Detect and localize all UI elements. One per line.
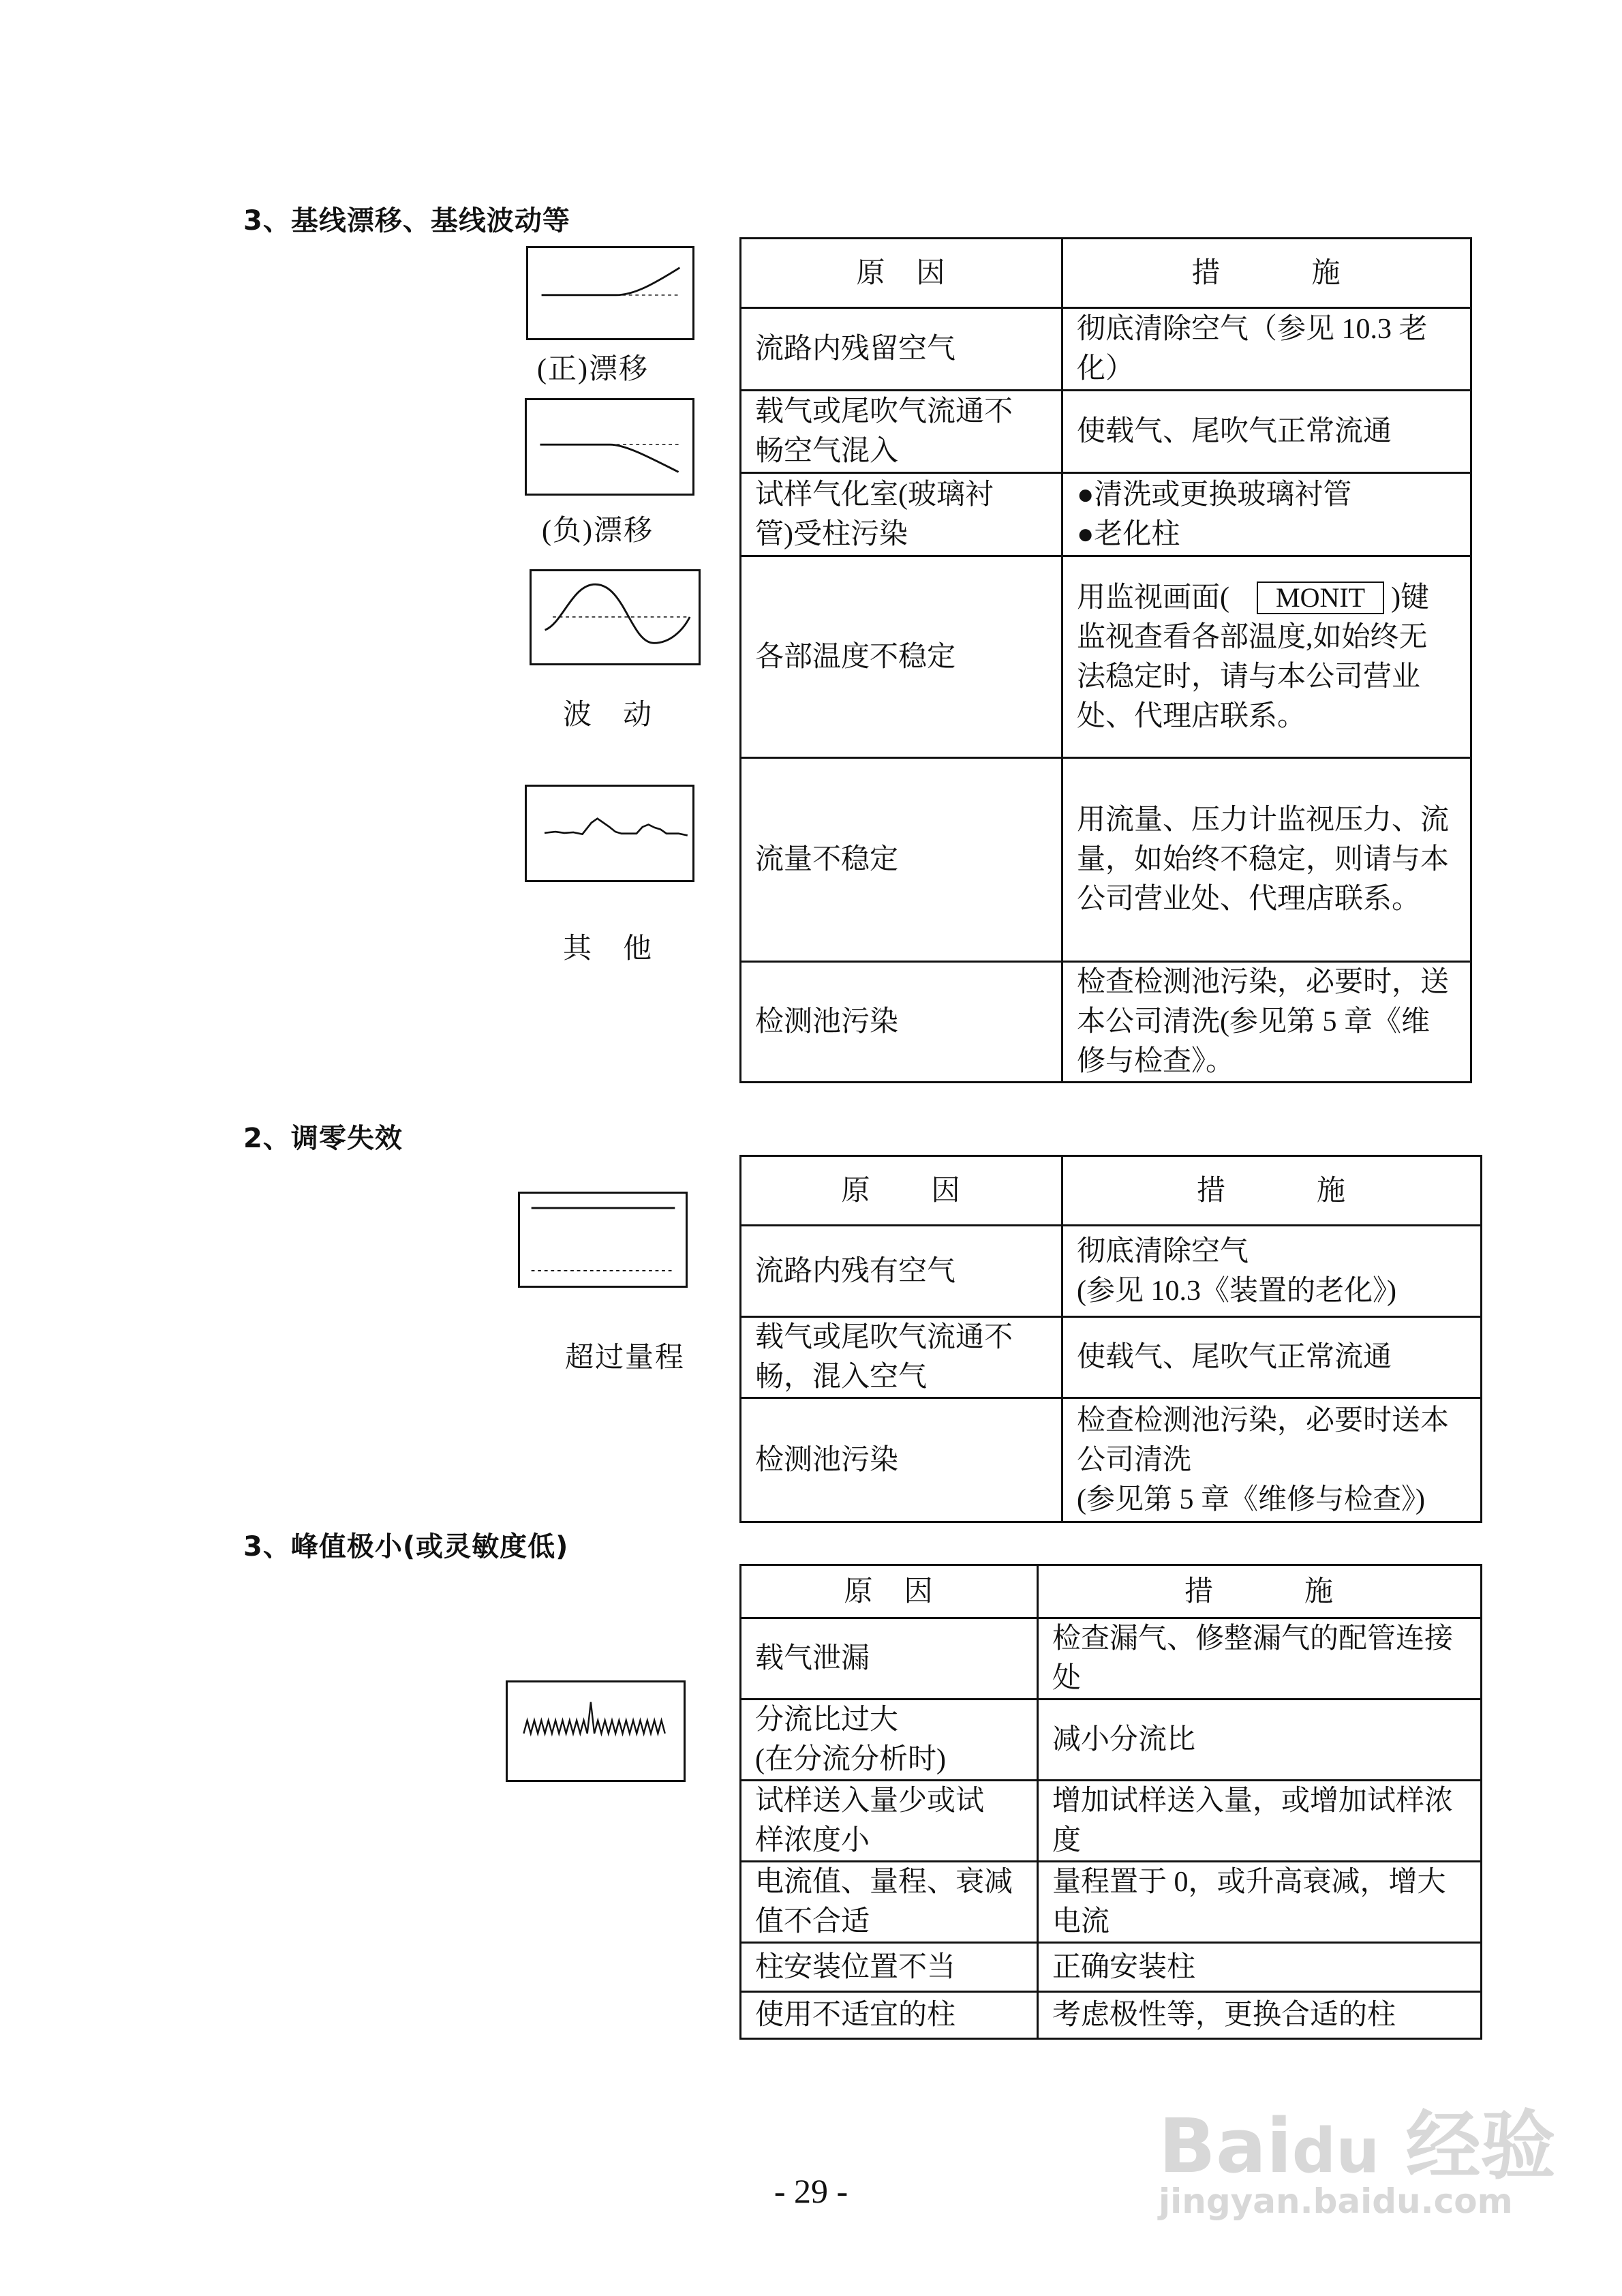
cause-cell xyxy=(741,1943,1038,1992)
measure-line: 检查检测池污染，必要时，送 xyxy=(1077,967,1450,998)
measure-line: ●清洗或更换玻璃衬管 xyxy=(1077,479,1352,511)
measure-line: 度 xyxy=(1052,1825,1082,1856)
cause-line: (在分流分析时) xyxy=(755,1744,946,1775)
monit-key: MONIT xyxy=(1257,581,1384,614)
measure-cell xyxy=(1038,1943,1482,1992)
cause-line: 使用不适宜的柱 xyxy=(755,1999,956,2031)
measure-cell xyxy=(1062,1398,1482,1522)
measure-cell xyxy=(1062,1226,1482,1317)
measure-cell xyxy=(1038,1992,1482,2039)
measure-line: 检查漏气、修整漏气的配管连接 xyxy=(1052,1623,1454,1655)
measure-line: 处、代理店联系。 xyxy=(1077,700,1306,732)
cause-line: 柱安装位置不当 xyxy=(755,1951,956,1983)
cause-cell xyxy=(741,962,1062,1083)
cause-cell xyxy=(741,556,1062,758)
cause-cell xyxy=(741,758,1062,962)
measure-cell xyxy=(1038,1618,1482,1700)
header-measure: 措 施 xyxy=(1062,1156,1482,1226)
cause-line: 检测池污染 xyxy=(755,1444,899,1476)
cause-cell xyxy=(741,1618,1038,1700)
negative-drift-figure xyxy=(525,398,694,496)
table-row xyxy=(741,473,1471,556)
table-row xyxy=(741,391,1471,473)
measure-line: 监视查看各部温度,如始终无 xyxy=(1077,621,1428,653)
cause-cell xyxy=(741,1700,1038,1781)
positive-drift-label: (正)漂移 xyxy=(537,354,649,385)
zero-failure-table xyxy=(739,1155,1482,1523)
small-peak-table xyxy=(739,1564,1482,2040)
cause-line: 分流比过大 xyxy=(755,1704,899,1736)
table-row xyxy=(741,1700,1482,1781)
measure-cell xyxy=(1062,962,1471,1083)
measure-line: (参见第 5 章《维修与检查》) xyxy=(1077,1483,1425,1515)
cause-cell xyxy=(741,473,1062,556)
cause-line: 流路内残留空气 xyxy=(755,333,956,365)
table-row xyxy=(741,556,1471,758)
measure-cell xyxy=(1062,758,1471,962)
cause-cell xyxy=(741,1317,1062,1398)
cause-line: 试样送入量少或试 xyxy=(755,1785,985,1817)
measure-line: 减小分流比 xyxy=(1052,1724,1196,1755)
cause-cell xyxy=(741,1992,1038,2039)
measure-line: 使载气、尾吹气正常流通 xyxy=(1077,416,1392,447)
table-row xyxy=(741,1781,1482,1862)
cause-cell xyxy=(741,1398,1062,1522)
measure-line: 考虑极性等，更换合适的柱 xyxy=(1052,1999,1396,2031)
negative-drift-label: (负)漂移 xyxy=(542,515,654,547)
cause-line: 流量不稳定 xyxy=(755,844,899,875)
cause-line: 畅空气混入 xyxy=(755,436,899,467)
cause-cell xyxy=(741,308,1062,391)
fluctuation-label: 波 动 xyxy=(563,699,654,731)
measure-cell xyxy=(1062,391,1471,473)
measure-line: 彻底清除空气（参见 10.3 老 xyxy=(1077,314,1428,345)
table-row xyxy=(741,1398,1482,1522)
measure-cell xyxy=(1062,308,1471,391)
measure-line xyxy=(1077,578,1456,618)
other-label: 其 他 xyxy=(563,933,654,965)
table-header-row xyxy=(741,1156,1482,1226)
section-heading-baseline-drift: 3、基线漂移、基线波动等 xyxy=(243,205,570,237)
measure-line: 公司营业处、代理店联系。 xyxy=(1077,883,1421,915)
section-heading-zero-failure: 2、调零失效 xyxy=(243,1123,403,1154)
watermark-url: jingyan.baidu.com xyxy=(1159,2181,1513,2221)
over-range-label: 超过量程 xyxy=(565,1342,686,1374)
table-row xyxy=(741,1862,1482,1943)
header-cause: 原 因 xyxy=(741,239,1062,308)
table-row xyxy=(741,1226,1482,1317)
header-cause: 原 因 xyxy=(741,1565,1038,1618)
cause-line: 样浓度小 xyxy=(755,1825,870,1856)
cause-line: 载气或尾吹气流通不 xyxy=(755,1322,1013,1353)
measure-line: (参见 10.3《装置的老化》) xyxy=(1077,1275,1396,1307)
measure-line: 处 xyxy=(1052,1663,1082,1694)
cause-line: 流路内残有空气 xyxy=(755,1255,956,1287)
cause-cell xyxy=(741,1226,1062,1317)
cause-line: 载气或尾吹气流通不 xyxy=(755,396,1013,427)
measure-line: 量程置于 0，或升高衰减，增大 xyxy=(1052,1867,1446,1898)
table-row xyxy=(741,308,1471,391)
header-measure: 措 施 xyxy=(1038,1565,1482,1618)
measure-cell xyxy=(1062,556,1471,758)
measure-line: 修与检查》。 xyxy=(1077,1046,1235,1077)
cause-line: 电流值、量程、衰减 xyxy=(755,1867,1013,1898)
table-row xyxy=(741,1317,1482,1398)
measure-text: )键 xyxy=(1391,581,1430,614)
cause-line: 值不合适 xyxy=(755,1906,870,1937)
positive-drift-figure xyxy=(526,246,694,340)
section-heading-small-peak: 3、峰值极小(或灵敏度低) xyxy=(243,1531,569,1562)
measure-line: 公司清洗 xyxy=(1077,1444,1192,1476)
cause-line: 畅，混入空气 xyxy=(755,1361,928,1393)
measure-cell xyxy=(1038,1781,1482,1862)
table-row xyxy=(741,962,1471,1083)
watermark-logo: Baidu 经验 xyxy=(1159,2102,1556,2190)
baseline-drift-table xyxy=(739,237,1472,1083)
fluctuation-figure xyxy=(530,569,701,665)
measure-cell xyxy=(1062,1317,1482,1398)
measure-line: 法稳定时，请与本公司营业 xyxy=(1077,661,1421,693)
cause-line: 载气泄漏 xyxy=(755,1643,870,1674)
measure-cell xyxy=(1062,473,1471,556)
cause-line: 各部温度不稳定 xyxy=(755,641,956,673)
measure-line: 增加试样送入量，或增加试样浓 xyxy=(1052,1785,1454,1817)
page-number: - 29 - xyxy=(774,2172,848,2210)
measure-line: 本公司清洗(参见第 5 章《维 xyxy=(1077,1006,1430,1038)
table-row xyxy=(741,1618,1482,1700)
cause-line: 试样气化室(玻璃衬 xyxy=(755,479,994,511)
header-cause: 原 因 xyxy=(741,1156,1062,1226)
measure-cell xyxy=(1038,1862,1482,1943)
measure-line: 正确安装柱 xyxy=(1052,1951,1196,1983)
measure-line: 化） xyxy=(1077,353,1135,384)
cause-line: 管)受柱污染 xyxy=(755,518,908,550)
measure-line: 量，如始终不稳定，则请与本 xyxy=(1077,844,1450,875)
table-header-row xyxy=(741,1565,1482,1618)
table-header-row xyxy=(741,239,1471,308)
small-peak-figure xyxy=(506,1680,686,1782)
table-row xyxy=(741,758,1471,962)
header-measure: 措 施 xyxy=(1062,239,1471,308)
measure-line: 电流 xyxy=(1052,1906,1110,1937)
cause-cell xyxy=(741,391,1062,473)
other-noise-figure xyxy=(525,785,694,882)
table-row xyxy=(741,1943,1482,1992)
table-row xyxy=(741,1992,1482,2039)
measure-line: 检查检测池污染，必要时送本 xyxy=(1077,1404,1450,1436)
cause-cell xyxy=(741,1862,1038,1943)
measure-line: ●老化柱 xyxy=(1077,518,1180,550)
cause-line: 检测池污染 xyxy=(755,1006,899,1038)
measure-cell xyxy=(1038,1700,1482,1781)
over-range-figure xyxy=(518,1192,688,1288)
measure-line: 用流量、压力计监视压力、流 xyxy=(1077,804,1450,836)
measure-line: 彻底清除空气 xyxy=(1077,1235,1249,1267)
cause-cell xyxy=(741,1781,1038,1862)
measure-text: 用监视画面( xyxy=(1077,581,1229,614)
measure-line: 使载气、尾吹气正常流通 xyxy=(1077,1342,1392,1373)
